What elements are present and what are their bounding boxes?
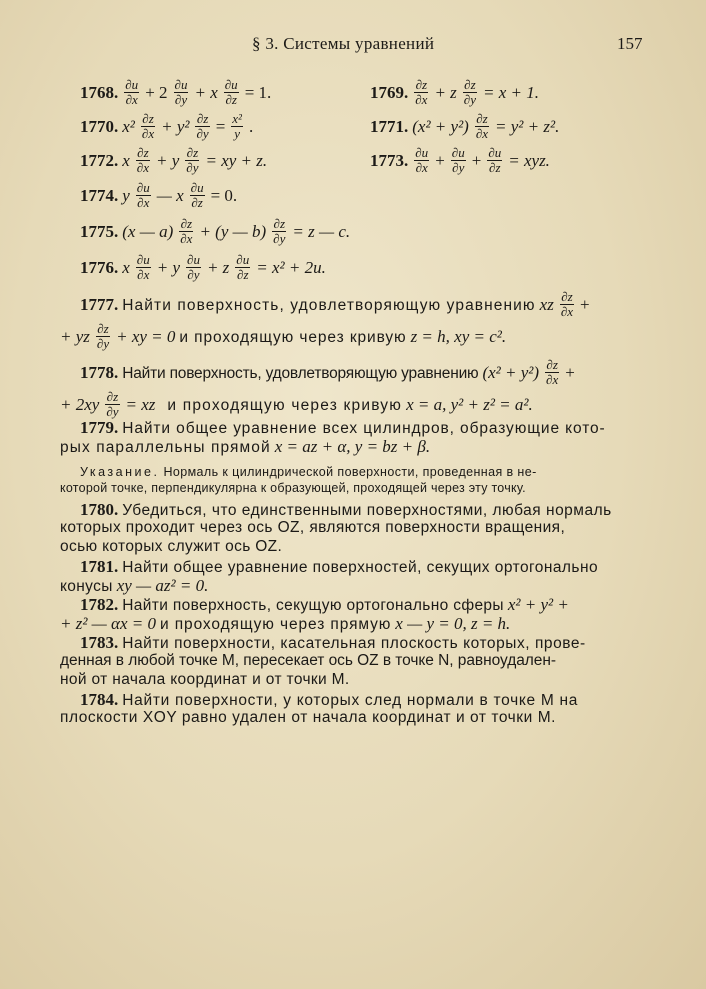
fraction: $\frac{\partial z}{\partial x}$ <box>546 357 559 387</box>
fraction: $\frac{\partial z}{\partial x}$ <box>180 216 193 246</box>
fraction: $\frac{\partial u}{\partial z}$ <box>190 180 204 210</box>
problem-1780-line2: которых проходит через ось OZ, являются поверхности вращения, <box>60 519 566 536</box>
problem-1783-line1: 1783. Найти поверхности, касательная плоскость которых, прове- <box>80 633 586 652</box>
problem-1777-line2: + yz $\frac{\partial z}{\partial y}$ + xy = 0 и проходящую через кривую z = h, xy = c². <box>60 321 507 351</box>
fraction: $\frac{\partial z}{\partial x}$ <box>136 145 149 175</box>
fraction: $\frac{\partial z}{\partial y}$ <box>186 145 199 175</box>
fraction: $\frac{\partial z}{\partial y}$ <box>96 321 110 351</box>
fraction: $\frac{\partial z}{\partial y}$ <box>463 77 476 107</box>
problem-1774: 1774. y $\frac{\partial u}{\partial x}$ — x $\frac{\partial u}{\partial z}$ = 0. <box>80 180 238 210</box>
fraction: $\frac{\partial u}{\partial x}$ <box>125 77 139 107</box>
note-line2: которой точке, перпендикулярна к образующей, проходящей через эту точку. <box>60 481 526 495</box>
page-number: 157 <box>617 34 643 53</box>
problem-1779-line2: рых параллельны прямой x = az + α, y = bz + β. <box>60 437 431 456</box>
fraction: $\frac{\partial u}{\partial x}$ <box>136 252 150 282</box>
fraction: $\frac{\partial u}{\partial y}$ <box>451 145 465 175</box>
fraction: $\frac{\partial u}{\partial y}$ <box>174 77 188 107</box>
fraction: $\frac{\partial z}{\partial x}$ <box>475 111 489 141</box>
problem-1784-line2: плоскости XOY равно удален от начала координат и от точки M. <box>60 709 557 726</box>
problem-1777-line1: 1777. Найти поверхность, удовлетворяющую уравнению xz $\frac{\partial z}{\partial x}$ + <box>80 289 590 319</box>
problem-1779-line1: 1779. Найти общее уравнение всех цилиндров, образующие кото- <box>80 418 606 437</box>
fraction: $\frac{\text{x²}}{y}$ <box>232 111 242 141</box>
problem-1775: 1775. (x — a) $\frac{\partial z}{\partial x}$ + (y — b) $\frac{\partial z}{\partial y}$ = z — c. <box>80 216 351 246</box>
problem-1770: 1770. x² $\frac{\partial z}{\partial x}$ + y² $\frac{\partial z}{\partial y}$ = $\frac{\text{x²}}{y}$ . <box>80 111 254 141</box>
problem-1778-line2: + 2xy $\frac{\partial z}{\partial y}$ = xz и проходящую через кривую x = a, y² + z² = a². <box>60 389 533 419</box>
fraction: $\frac{\partial u}{\partial x}$ <box>415 145 429 175</box>
fraction: $\frac{\partial u}{\partial x}$ <box>136 180 150 210</box>
problem-1776: 1776. x $\frac{\partial u}{\partial x}$ + y $\frac{\partial u}{\partial y}$ + z $\frac{\partial u}{\partial z}$ = x² + 2u. <box>80 252 326 282</box>
problem-1781-line1: 1781. Найти общее уравнение поверхностей, секущих ортогонально <box>80 557 599 576</box>
problem-1784-line1: 1784. Найти поверхности, у которых след нормали в точке M на <box>80 690 579 709</box>
note-line1: Указание. Нормаль к цилиндрической поверхности, проведенная в не- <box>80 465 537 479</box>
fraction: $\frac{\partial z}{\partial x}$ <box>560 289 574 319</box>
problem-1772: 1772. x $\frac{\partial z}{\partial x}$ + y $\frac{\partial z}{\partial y}$ = xy + z. <box>80 145 268 175</box>
problem-1780-line1: 1780. Убедиться, что единственными поверхностями, любая нормаль <box>80 500 612 519</box>
fraction: $\frac{\partial u}{\partial z}$ <box>224 77 238 107</box>
problem-1783-line3: ной от начала координат и от точки M. <box>60 671 350 688</box>
problem-1782-line2: + z² — αx = 0 и проходящую через прямую x — y = 0, z = h. <box>60 614 511 633</box>
fraction: $\frac{\partial z}{\partial y}$ <box>196 111 209 141</box>
problem-1778-line1: 1778. Найти поверхность, удовлетворяющую уравнению (x² + y²) $\frac{\partial z}{\partial x}$ + <box>80 357 575 387</box>
note-label: Указание. <box>80 465 160 479</box>
fraction: $\frac{\partial u}{\partial z}$ <box>488 145 502 175</box>
problem-1783-line2: денная в любой точке M, пересекает ось OZ в точке N, равноудален- <box>60 652 556 669</box>
section-title: § 3. Системы уравнений <box>252 34 435 53</box>
problem-1773: 1773. $\frac{\partial u}{\partial x}$ + $\frac{\partial u}{\partial y}$ + $\frac{\partial u}{\partial z}$ = xyz. <box>370 145 550 175</box>
problem-1769: 1769. $\frac{\partial z}{\partial x}$ + z $\frac{\partial z}{\partial y}$ = x + 1. <box>370 77 539 107</box>
problem-1771: 1771. (x² + y²) $\frac{\partial z}{\partial x}$ = y² + z². <box>370 111 560 141</box>
fraction: $\frac{\partial u}{\partial y}$ <box>187 252 200 282</box>
fraction: $\frac{\partial u}{\partial z}$ <box>236 252 250 282</box>
problem-1782-line1: 1782. Найти поверхность, секущую ортогонально сферы x² + y² + <box>80 595 569 614</box>
fraction: $\frac{\partial z}{\partial x}$ <box>415 77 428 107</box>
fraction: $\frac{\partial z}{\partial y}$ <box>106 389 119 419</box>
fraction: $\frac{\partial z}{\partial y}$ <box>273 216 286 246</box>
problem-1780-line3: осью которых служит ось OZ. <box>60 538 283 555</box>
page-header <box>0 34 706 56</box>
problem-1768: 1768. $\frac{\partial u}{\partial x}$ + 2 $\frac{\partial u}{\partial y}$ + x $\frac{\partial u}{\partial z}$ = 1. <box>80 77 272 107</box>
fraction: $\frac{\partial z}{\partial x}$ <box>141 111 155 141</box>
problem-1781-line2: конусы xy — az² = 0. <box>60 576 209 595</box>
